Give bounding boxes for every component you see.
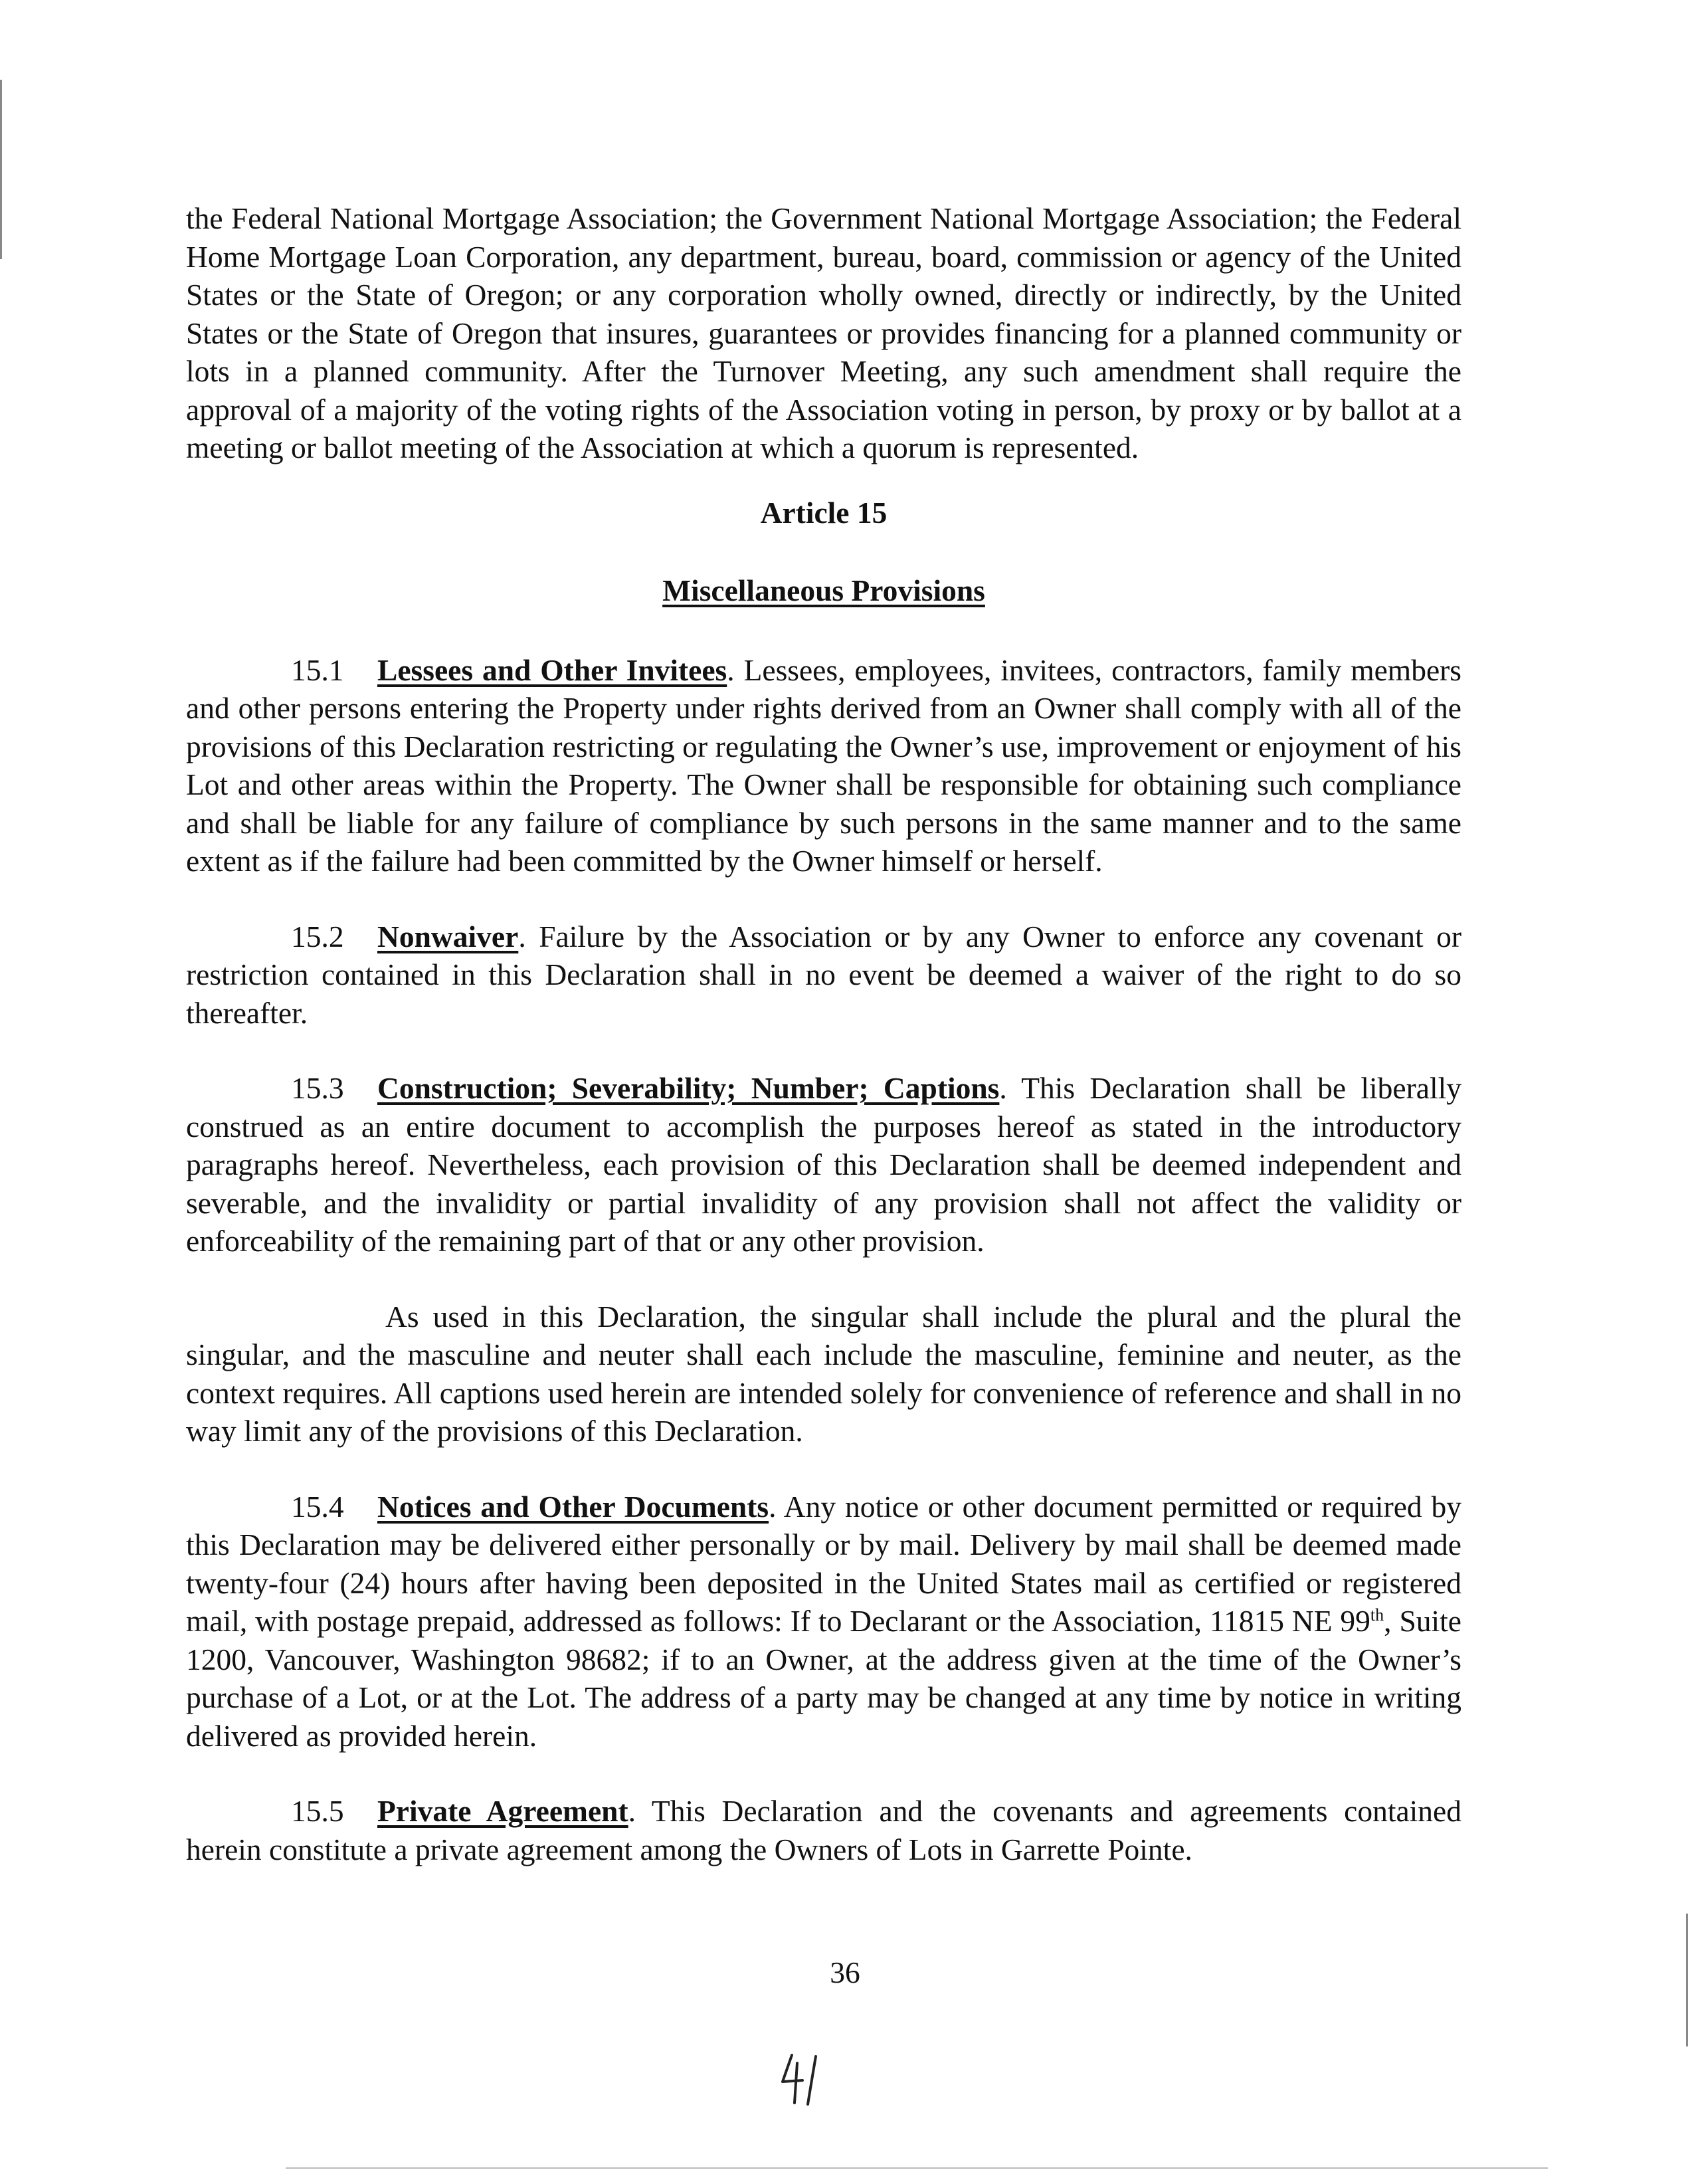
scan-edge-mark-left [0, 80, 2, 259]
section-text-continued: , Suite 1200, Vancouver, Washington 98682; if to an Owner, at the address given at the time of the Owner’s purchase of a Lot, or at the Lot. The address of a party may be changed at any time by notice in writing delivered as provided herein. [186, 1604, 1461, 1753]
section-text: . Failure by the Association or by any Owner to enforce any covenant or restriction contained in this Declaration shall in no event be deemed a waiver of the right to do so thereafter. [186, 919, 1461, 1030]
section-15-5 [186, 1792, 1461, 1868]
section-15-2 [186, 918, 1461, 1033]
handwritten-annotation [777, 2050, 850, 2113]
section-title: Construction; Severability; Number; Captions [377, 1071, 1000, 1105]
section-title: Lessees and Other Invitees [377, 652, 727, 687]
scan-bottom-line [286, 2167, 1548, 2169]
section-title: Private Agreement [377, 1794, 628, 1828]
section-15-1 [186, 651, 1461, 880]
section-title: Notices and Other Documents [377, 1489, 769, 1524]
article-heading: Article 15 [760, 495, 888, 530]
section-number: 15.2 [291, 919, 344, 953]
section-15-3 [186, 1069, 1461, 1260]
article-title: Miscellaneous Provisions [662, 573, 985, 607]
section-text: . Any notice or other document permitted or required by this Declaration may be delivered either personally or by mail. Delivery by mail shall be deemed made twenty-four (24) hours after having been deposited in the United States mail as certified or registered mail, with postage prepaid, addressed as follows: If to Declarant or the Association, 11815 NE 99 [186, 1489, 1461, 1638]
ordinal-superscript: th [1370, 1605, 1384, 1625]
document-body [186, 199, 1461, 1868]
section-number: 15.1 [291, 652, 344, 687]
section-title: Nonwaiver [377, 919, 519, 953]
section-15-4 [186, 1488, 1461, 1755]
section-number: 15.4 [291, 1489, 344, 1524]
section-number: 15.3 [291, 1071, 344, 1105]
handwritten-number-drawing [777, 2050, 850, 2110]
section-text: . This Declaration shall be liberally construed as an entire document to accomplish the purposes hereof as stated in the introductory paragraphs hereof. Nevertheless, each provision of this Declaration shall be deemed independent and severable, and the invalidity or partial invalidity of any provision shall not affect the validity or enforceability of the remaining part of that or any other provision. [186, 1071, 1461, 1258]
section-text: . This Declaration and the covenants and agreements contained herein constitute a private agreement among the Owners of Lots in Garrette Pointe. [186, 1794, 1461, 1866]
section-text: . Lessees, employees, invitees, contractors, family members and other persons entering the Property under rights derived from an Owner shall comply with all of the provisions of this Declaration restricting or regulating the Owner’s use, improvement or enjoyment of his Lot and other areas within the Property. The Owner shall be responsible for obtaining such compliance and shall be liable for any failure of compliance by such persons in the same manner and to the same extent as if the failure had been committed by the Owner himself or herself. [186, 652, 1462, 878]
section-15-3-continuation: As used in this Declaration, the singular shall include the plural and the plural the singular, and the masculine and neuter shall each include the masculine, feminine and neuter, as the context requires. All captions used herein are intended solely for convenience of reference and shall in no way limit any of the provisions of this Declaration. [186, 1299, 1461, 1448]
page-number: 36 [830, 1955, 860, 1989]
intro-paragraph: the Federal National Mortgage Association; the Government National Mortgage Association; the Federal Home Mortgage Loan Corporation, any department, bureau, board, commission or agency of the United States or the State of Oregon; or any corporation wholly owned, directly or indirectly, by the United States or the State of Oregon that insures, guarantees or provides financing for a planned community or lots in a planned community. After the Turnover Meeting, any such amendment shall require the approval of a majority of the voting rights of the Association voting in person, by proxy or by ballot at a meeting or ballot meeting of the Association at which a quorum is represented. [186, 201, 1461, 464]
section-number: 15.5 [291, 1794, 344, 1828]
